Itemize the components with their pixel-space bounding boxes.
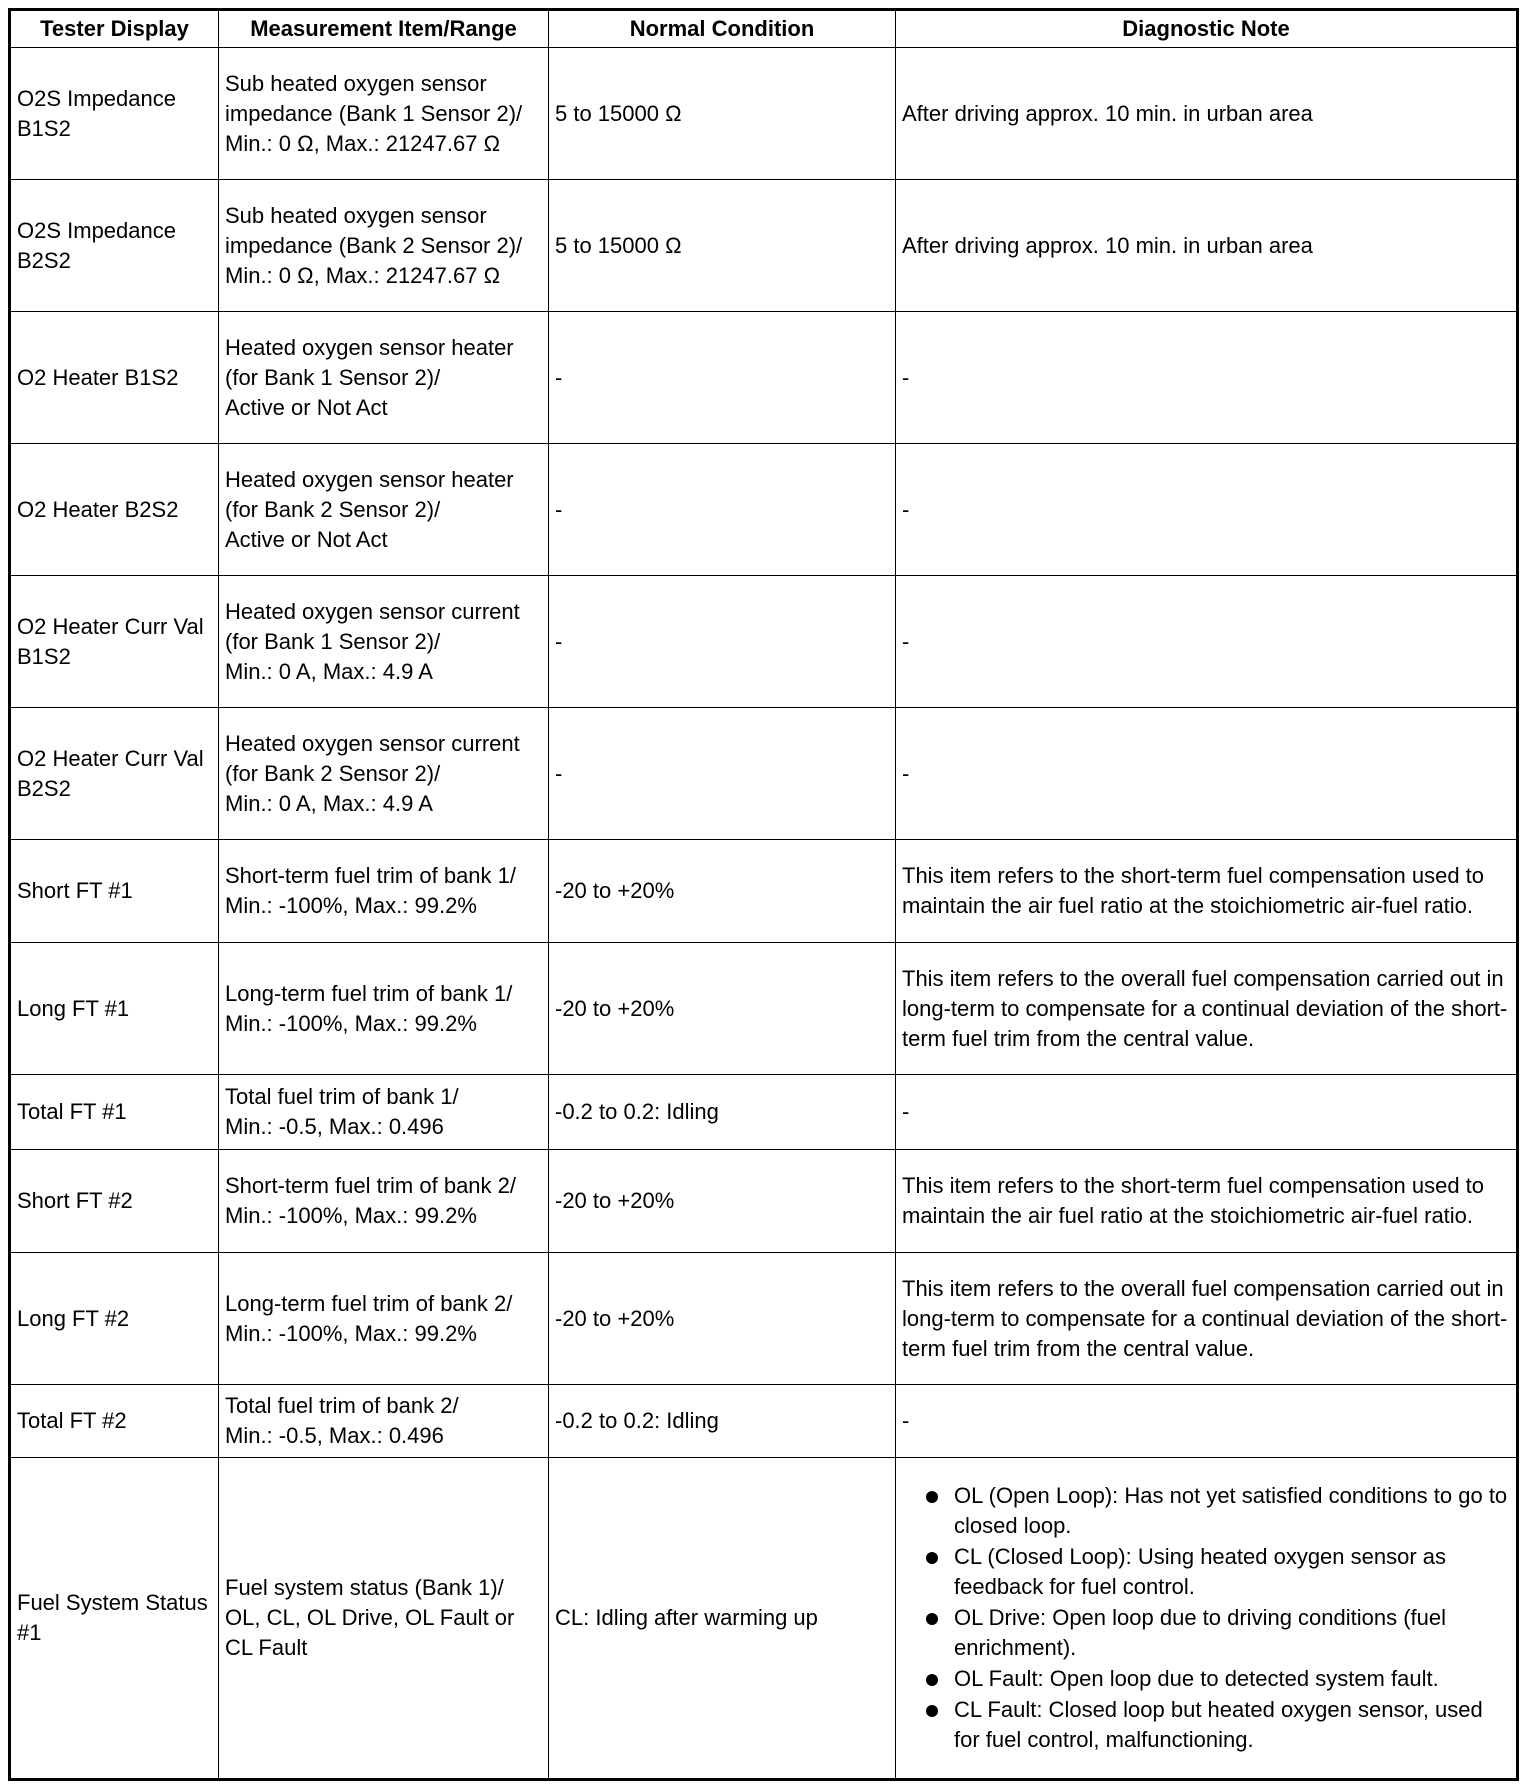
cell-tester-display: Long FT #2 [10, 1253, 219, 1385]
cell-diagnostic-note: - [896, 576, 1518, 708]
cell-normal-condition: -20 to +20% [549, 1150, 896, 1253]
table-row [10, 943, 1518, 1075]
cell-normal-condition: - [549, 312, 896, 444]
measurement-item: Long-term fuel trim of bank 2/ [225, 1290, 513, 1316]
table-row [10, 840, 1518, 943]
header-tester-display: Tester Display [10, 10, 219, 48]
list-item: CL Fault: Closed loop but heated oxygen sensor, used for fuel control, malfunctioning. [926, 1695, 1510, 1755]
measurement-range: Min.: 0 Ω, Max.: 21247.67 Ω [225, 130, 501, 156]
cell-normal-condition: - [549, 444, 896, 576]
cell-tester-display: Long FT #1 [10, 943, 219, 1075]
cell-normal-condition: -0.2 to 0.2: Idling [549, 1385, 896, 1458]
cell-normal-condition: -20 to +20% [549, 840, 896, 943]
data-monitor-table [8, 8, 1519, 1781]
measurement-item: Sub heated oxygen sensor impedance (Bank 2 Sensor 2)/ [225, 202, 523, 258]
measurement-range: OL, CL, OL Drive, OL Fault or CL Fault [225, 1605, 515, 1660]
measurement-range: Min.: -0.5, Max.: 0.496 [225, 1423, 444, 1448]
measurement-item: Fuel system status (Bank 1)/ [225, 1575, 504, 1600]
cell-tester-display: Short FT #2 [10, 1150, 219, 1253]
table-row-fuel-system-status [10, 1458, 1518, 1780]
measurement-item: Heated oxygen sensor heater (for Bank 2 Sensor 2)/ [225, 466, 514, 522]
measurement-item: Total fuel trim of bank 2/ [225, 1393, 459, 1418]
measurement-item: Short-term fuel trim of bank 1/ [225, 863, 516, 888]
cell-tester-display: Short FT #1 [10, 840, 219, 943]
list-item: OL Fault: Open loop due to detected system fault. [926, 1664, 1510, 1694]
table-header-row [10, 10, 1518, 48]
cell-measurement [219, 943, 549, 1075]
cell-normal-condition: -20 to +20% [549, 1253, 896, 1385]
fuel-status-bullet-list [902, 1481, 1510, 1755]
cell-tester-display: Fuel System Status #1 [10, 1458, 219, 1780]
cell-tester-display: O2S Impedance B2S2 [10, 180, 219, 312]
measurement-item: Sub heated oxygen sensor impedance (Bank 1 Sensor 2)/ [225, 70, 523, 126]
cell-tester-display: O2S Impedance B1S2 [10, 48, 219, 180]
cell-measurement [219, 1385, 549, 1458]
cell-measurement [219, 840, 549, 943]
list-item: OL (Open Loop): Has not yet satisfied conditions to go to closed loop. [926, 1481, 1510, 1541]
table-row [10, 708, 1518, 840]
table-row [10, 1075, 1518, 1150]
cell-diagnostic-note [896, 1458, 1518, 1780]
measurement-item: Heated oxygen sensor current (for Bank 2 Sensor 2)/ [225, 730, 520, 786]
table-row [10, 180, 1518, 312]
table-row [10, 1150, 1518, 1253]
measurement-item: Total fuel trim of bank 1/ [225, 1084, 459, 1109]
cell-tester-display: O2 Heater Curr Val B2S2 [10, 708, 219, 840]
measurement-range: Active or Not Act [225, 394, 388, 420]
list-item: OL Drive: Open loop due to driving conditions (fuel enrichment). [926, 1603, 1510, 1663]
cell-tester-display: O2 Heater Curr Val B1S2 [10, 576, 219, 708]
cell-normal-condition: 5 to 15000 Ω [549, 48, 896, 180]
measurement-item: Long-term fuel trim of bank 1/ [225, 980, 513, 1006]
cell-tester-display: O2 Heater B1S2 [10, 312, 219, 444]
cell-measurement [219, 1458, 549, 1780]
header-measurement: Measurement Item/Range [219, 10, 549, 48]
cell-tester-display: Total FT #2 [10, 1385, 219, 1458]
measurement-range: Min.: -100%, Max.: 99.2% [225, 1203, 477, 1228]
table-row [10, 576, 1518, 708]
table-row [10, 1385, 1518, 1458]
cell-measurement [219, 444, 549, 576]
measurement-range: Min.: 0 A, Max.: 4.9 A [225, 658, 433, 684]
table-row [10, 444, 1518, 576]
measurement-range: Min.: 0 A, Max.: 4.9 A [225, 790, 433, 816]
measurement-range: Min.: -100%, Max.: 99.2% [225, 1320, 477, 1346]
cell-measurement [219, 1253, 549, 1385]
cell-measurement [219, 312, 549, 444]
cell-normal-condition: - [549, 708, 896, 840]
header-diagnostic-note: Diagnostic Note [896, 10, 1518, 48]
cell-diagnostic-note: This item refers to the short-term fuel compensation used to maintain the air fuel ratio at the stoichiometric air-fuel ratio. [896, 1150, 1518, 1253]
measurement-item: Short-term fuel trim of bank 2/ [225, 1173, 516, 1198]
cell-normal-condition: 5 to 15000 Ω [549, 180, 896, 312]
measurement-range: Min.: -100%, Max.: 99.2% [225, 893, 477, 918]
measurement-item: Heated oxygen sensor heater (for Bank 1 Sensor 2)/ [225, 334, 514, 390]
cell-measurement [219, 576, 549, 708]
header-normal-condition: Normal Condition [549, 10, 896, 48]
cell-diagnostic-note: This item refers to the short-term fuel compensation used to maintain the air fuel ratio at the stoichiometric air-fuel ratio. [896, 840, 1518, 943]
cell-diagnostic-note: - [896, 708, 1518, 840]
cell-measurement [219, 180, 549, 312]
cell-normal-condition: -20 to +20% [549, 943, 896, 1075]
measurement-range: Min.: 0 Ω, Max.: 21247.67 Ω [225, 262, 501, 288]
cell-diagnostic-note: After driving approx. 10 min. in urban area [896, 48, 1518, 180]
document-page [8, 8, 1516, 1780]
cell-diagnostic-note: - [896, 1385, 1518, 1458]
cell-normal-condition: -0.2 to 0.2: Idling [549, 1075, 896, 1150]
cell-diagnostic-note: This item refers to the overall fuel compensation carried out in long-term to compensate for a continual deviation of the short-term fuel trim from the central value. [896, 1253, 1518, 1385]
cell-diagnostic-note: This item refers to the overall fuel compensation carried out in long-term to compensate for a continual deviation of the short-term fuel trim from the central value. [896, 943, 1518, 1075]
cell-measurement [219, 1075, 549, 1150]
cell-tester-display: O2 Heater B2S2 [10, 444, 219, 576]
table-row [10, 312, 1518, 444]
measurement-range: Min.: -0.5, Max.: 0.496 [225, 1114, 444, 1139]
cell-normal-condition: CL: Idling after warming up [549, 1458, 896, 1780]
list-item: CL (Closed Loop): Using heated oxygen sensor as feedback for fuel control. [926, 1542, 1510, 1602]
measurement-range: Min.: -100%, Max.: 99.2% [225, 1010, 477, 1036]
measurement-item: Heated oxygen sensor current (for Bank 1 Sensor 2)/ [225, 598, 520, 654]
table-row [10, 1253, 1518, 1385]
cell-diagnostic-note: - [896, 312, 1518, 444]
cell-tester-display: Total FT #1 [10, 1075, 219, 1150]
cell-measurement [219, 708, 549, 840]
measurement-range: Active or Not Act [225, 526, 388, 552]
cell-measurement [219, 1150, 549, 1253]
cell-measurement [219, 48, 549, 180]
cell-diagnostic-note: After driving approx. 10 min. in urban area [896, 180, 1518, 312]
cell-normal-condition: - [549, 576, 896, 708]
table-row [10, 48, 1518, 180]
cell-diagnostic-note: - [896, 1075, 1518, 1150]
cell-diagnostic-note: - [896, 444, 1518, 576]
